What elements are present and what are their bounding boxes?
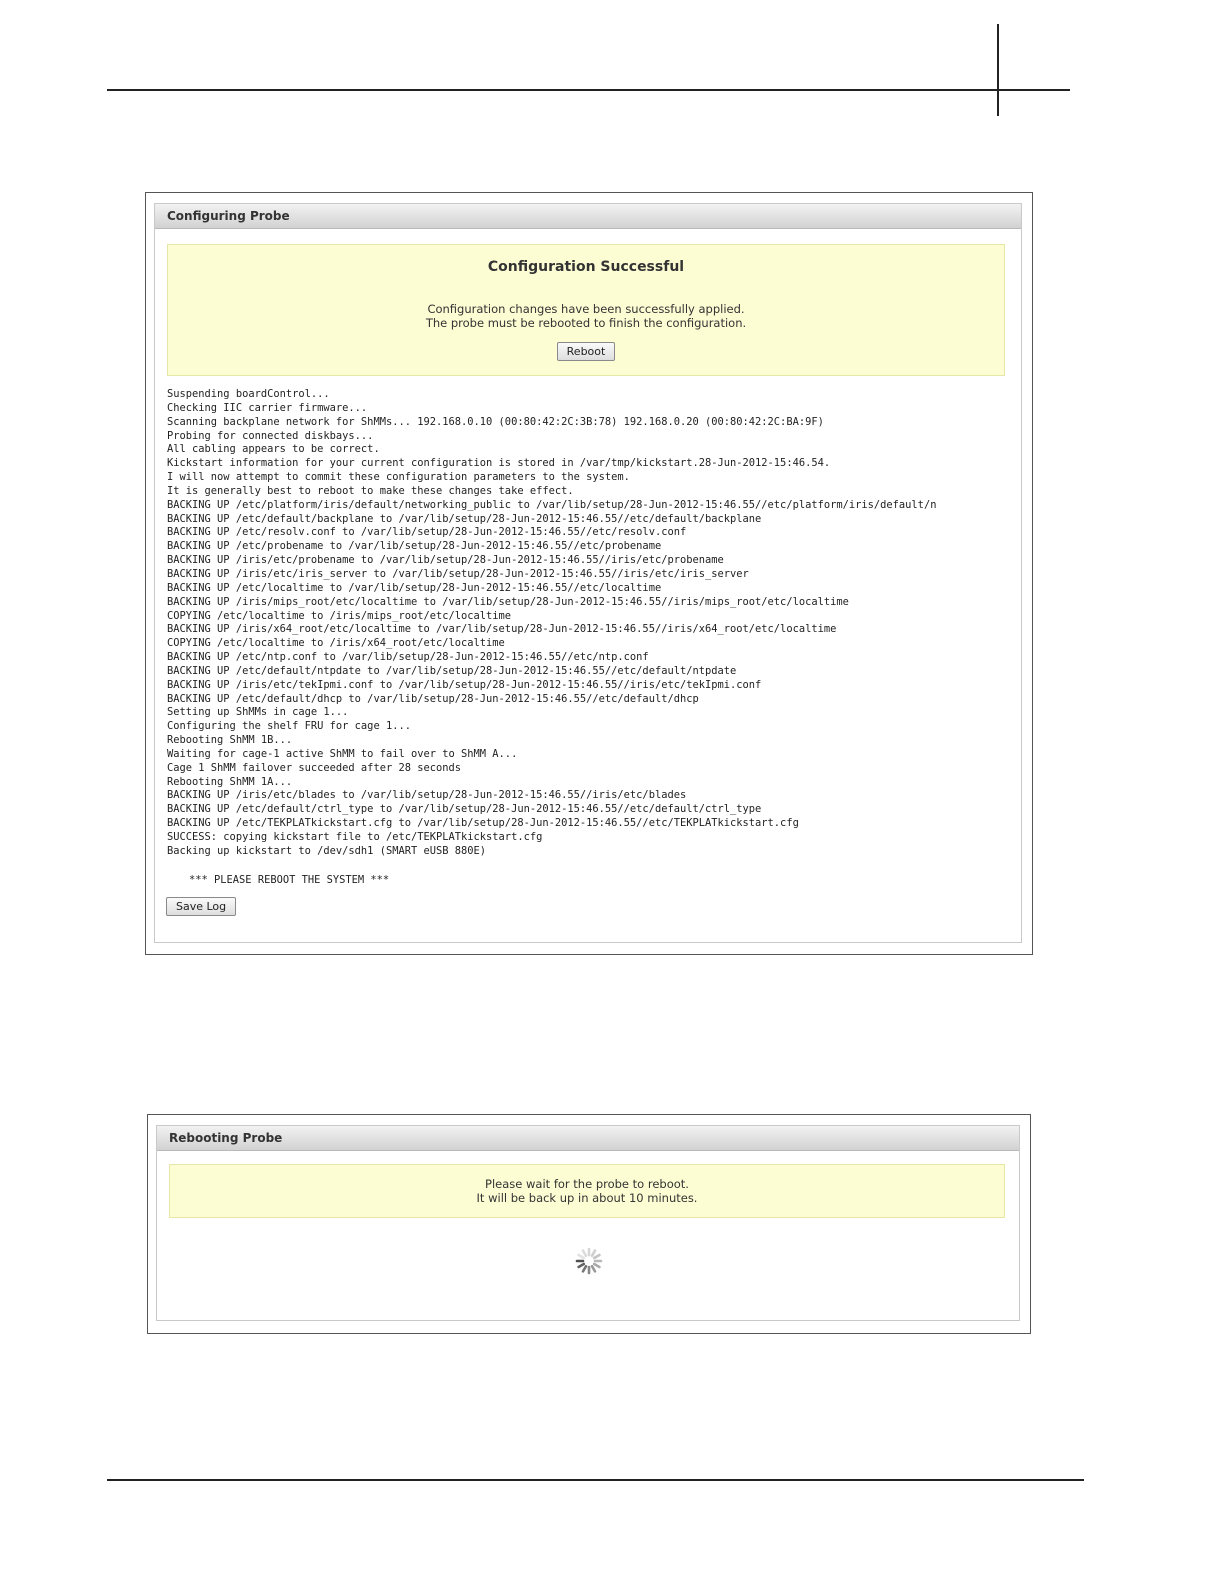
reboot-wait-notice — [169, 1164, 1005, 1218]
notice-line-2: The probe must be rebooted to finish the configuration. — [425, 316, 747, 330]
log-line: BACKING UP /etc/ntp.conf to /var/lib/setup/28-Jun-2012-15:46.55//etc/ntp.conf — [167, 651, 649, 664]
log-line: Scanning backplane network for ShMMs... 192.168.0.10 (00:80:42:2C:3B:78) 192.168.0.20 (00:80:42:2C:BA:9F) — [167, 415, 824, 428]
configuring-probe-screenshot — [145, 192, 1033, 955]
log-line: Setting up ShMMs in cage 1... — [167, 706, 349, 719]
log-line: BACKING UP /iris/etc/probename to /var/lib/setup/28-Jun-2012-15:46.55//iris/etc/probename — [167, 554, 724, 567]
page-footer-rule — [107, 1479, 1084, 1481]
log-line: COPYING /etc/localtime to /iris/x64_root/etc/localtime — [167, 637, 505, 650]
page-header-vertical-rule — [997, 24, 999, 116]
notice-line-1: Configuration changes have been successfully applied. — [427, 302, 745, 316]
rebooting-probe-panel — [156, 1125, 1020, 1321]
log-line: BACKING UP /iris/etc/iris_server to /var/lib/setup/28-Jun-2012-15:46.55//iris/etc/iris_server — [167, 567, 749, 580]
log-line: Configuring the shelf FRU for cage 1... — [167, 720, 411, 733]
log-line: BACKING UP /iris/mips_root/etc/localtime to /var/lib/setup/28-Jun-2012-15:46.55//iris/mips_root/etc/localtime — [167, 595, 849, 608]
reboot-wait-line-1: Please wait for the probe to reboot. — [485, 1177, 689, 1191]
configuring-probe-panel — [154, 203, 1022, 943]
rebooting-probe-screenshot — [147, 1114, 1031, 1334]
log-line: BACKING UP /etc/default/dhcp to /var/lib/setup/28-Jun-2012-15:46.55//etc/default/dhcp — [167, 692, 699, 705]
loading-spinner-icon — [574, 1246, 604, 1276]
log-line: BACKING UP /etc/default/ctrl_type to /var/lib/setup/28-Jun-2012-15:46.55//etc/default/ctrl_type — [167, 803, 762, 816]
log-line: BACKING UP /etc/platform/iris/default/networking_public to /var/lib/setup/28-Jun-2012-15:46.55//etc/platform/iris/default/n — [167, 498, 937, 511]
log-line: BACKING UP /etc/TEKPLATkickstart.cfg to /var/lib/setup/28-Jun-2012-15:46.55//etc/TEKPLATkickstart.cfg — [167, 817, 799, 830]
log-line: Rebooting ShMM 1B... — [167, 734, 293, 747]
log-line: Kickstart information for your current configuration is stored in /var/tmp/kickstart.28-Jun-2012-15:46.54. — [167, 457, 831, 470]
log-line: BACKING UP /etc/localtime to /var/lib/setup/28-Jun-2012-15:46.55//etc/localtime — [167, 581, 662, 594]
reboot-wait-line-2: It will be back up in about 10 minutes. — [476, 1191, 698, 1205]
log-line: Backing up kickstart to /dev/sdh1 (SMART eUSB 880E) — [167, 844, 487, 857]
log-line: I will now attempt to commit these configuration parameters to the system. — [167, 471, 630, 484]
rebooting-probe-header: Rebooting Probe — [157, 1126, 1019, 1151]
log-line: BACKING UP /etc/default/ntpdate to /var/lib/setup/28-Jun-2012-15:46.55//etc/default/ntpdate — [167, 664, 737, 677]
log-line: COPYING /etc/localtime to /iris/mips_root/etc/localtime — [167, 609, 512, 622]
log-line: Cage 1 ShMM failover succeeded after 28 seconds — [167, 761, 462, 774]
save-log-button[interactable]: Save Log — [166, 897, 236, 916]
log-line: Waiting for cage-1 active ShMM to fail over to ShMM A... — [167, 747, 518, 760]
log-line: BACKING UP /iris/x64_root/etc/localtime to /var/lib/setup/28-Jun-2012-15:46.55//iris/x64_root/etc/localtime — [167, 623, 837, 636]
log-line: SUCCESS: copying kickstart file to /etc/TEKPLATkickstart.cfg — [167, 831, 543, 843]
log-line: BACKING UP /iris/etc/tekIpmi.conf to /var/lib/setup/28-Jun-2012-15:46.55//iris/etc/tekIpmi.conf — [167, 678, 762, 691]
log-line: Probing for connected diskbays... — [167, 429, 374, 442]
log-line: BACKING UP /etc/resolv.conf to /var/lib/setup/28-Jun-2012-15:46.55//etc/resolv.conf — [167, 526, 687, 539]
please-reboot-message: *** PLEASE REBOOT THE SYSTEM *** — [189, 874, 390, 886]
log-line: Rebooting ShMM 1A... — [167, 775, 293, 788]
notice-title: Configuration Successful — [487, 259, 685, 275]
configuring-probe-header: Configuring Probe — [155, 204, 1021, 229]
log-line: Checking IIC carrier firmware... — [167, 401, 368, 414]
notice-message — [168, 302, 1004, 330]
page-header-rule — [107, 89, 1070, 91]
log-line: It is generally best to reboot to make these changes take effect. — [167, 484, 574, 497]
log-line: BACKING UP /iris/etc/blades to /var/lib/setup/28-Jun-2012-15:46.55//iris/etc/blades — [167, 789, 687, 802]
reboot-button[interactable]: Reboot — [557, 342, 616, 361]
log-line: All cabling appears to be correct. — [167, 443, 380, 456]
log-line: BACKING UP /etc/probename to /var/lib/setup/28-Jun-2012-15:46.55//etc/probename — [167, 540, 662, 553]
log-line: BACKING UP /etc/default/backplane to /var/lib/setup/28-Jun-2012-15:46.55//etc/default/backplane — [167, 512, 762, 525]
configuration-success-notice — [167, 244, 1005, 376]
configuration-log — [167, 388, 1019, 868]
log-line: Suspending boardControl... — [167, 388, 330, 400]
